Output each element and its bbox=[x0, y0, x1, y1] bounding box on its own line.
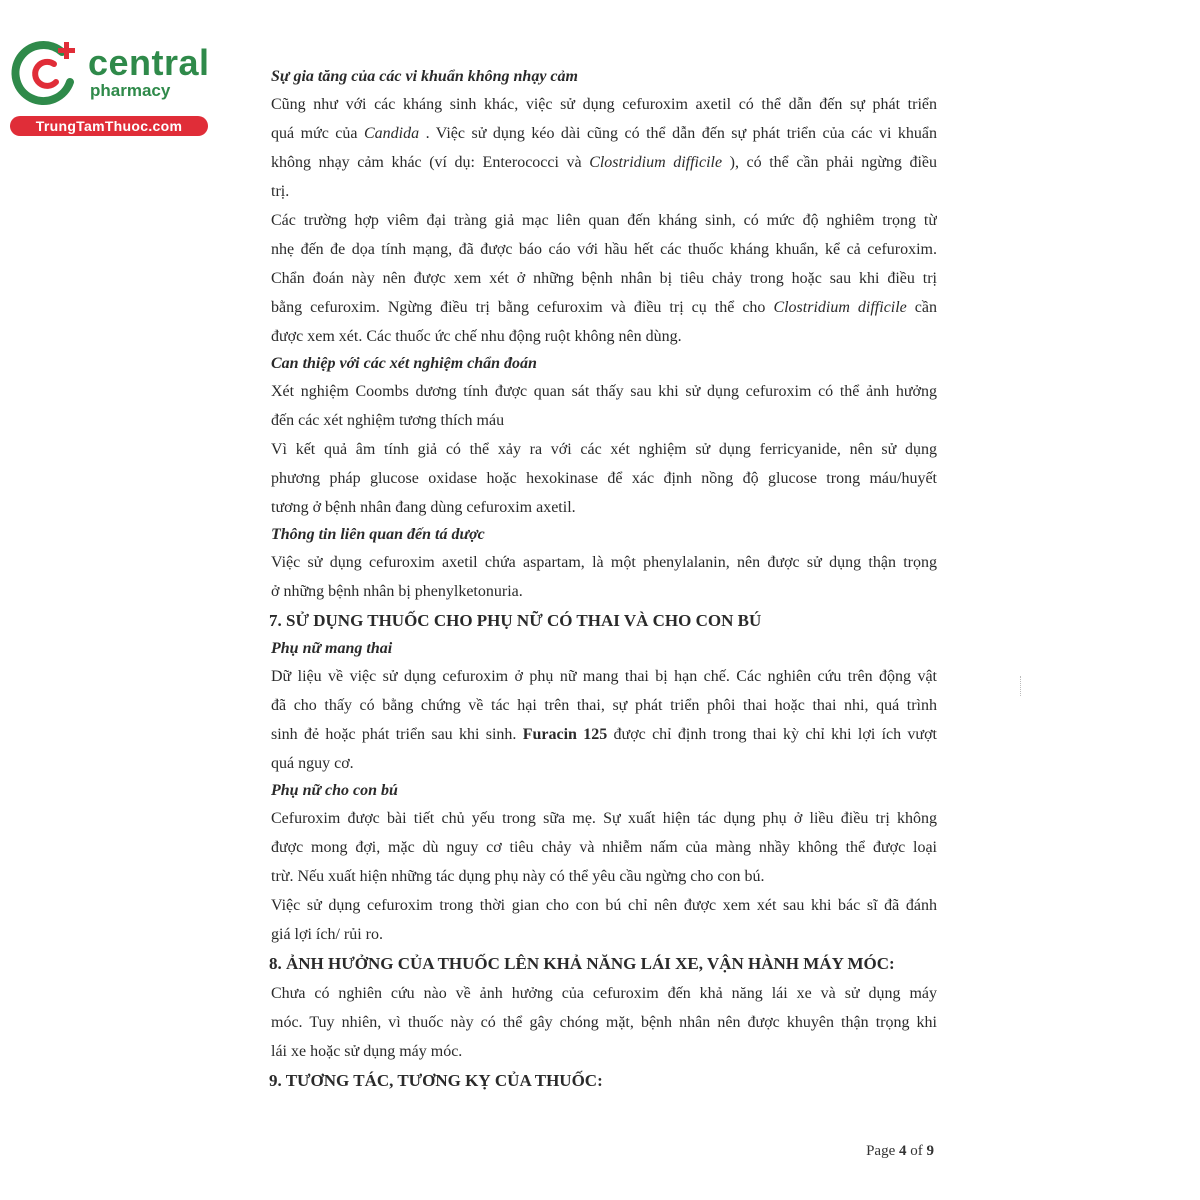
paragraph-line: trị. bbox=[271, 183, 290, 200]
paragraph-line: sinh đẻ hoặc phát triển sau khi sinh. Furacin 125 được chỉ định trong thai kỳ chỉ khi lợi ích vượt bbox=[271, 726, 937, 743]
paragraph-line: Vì kết quả âm tính giả có thể xảy ra với các xét nghiệm sử dụng ferricyanide, nên sử dụng bbox=[271, 441, 937, 458]
product-name: Furacin 125 bbox=[522, 726, 608, 743]
paragraph-line: Xét nghiệm Coombs dương tính được quan sát thấy sau khi sử dụng cefuroxim có thể ảnh hưởng bbox=[271, 383, 937, 400]
italic-term: Clostridium difficile bbox=[589, 154, 723, 171]
logo-wordmark bbox=[88, 44, 210, 100]
paragraph-line: bằng cefuroxim. Ngừng điều trị bằng cefuroxim và điều trị cụ thể cho Clostridium difficile cần bbox=[271, 299, 937, 316]
paragraph-line: lái xe hoặc sử dụng máy móc. bbox=[271, 1043, 463, 1060]
pharmacy-cross-logo-icon bbox=[10, 38, 80, 108]
central-pharmacy-logo bbox=[10, 38, 215, 138]
heading-diagnostic-interference: Can thiệp với các xét nghiệm chẩn đoán bbox=[271, 355, 537, 372]
paragraph-line: Dữ liệu về việc sử dụng cefuroxim ở phụ nữ mang thai bị hạn chế. Các nghiên cứu trên động vật bbox=[271, 668, 937, 685]
paragraph-line: đã cho thấy có bằng chứng về tác hại trên thai, sự phát triển phôi thai hoặc thai nhi, quá trình bbox=[271, 697, 937, 714]
document-body bbox=[271, 64, 937, 1096]
italic-term: Candida bbox=[363, 125, 420, 142]
scan-artifact bbox=[1020, 676, 1023, 696]
paragraph-line: quá nguy cơ. bbox=[271, 755, 354, 772]
subheading-pregnancy: Phụ nữ mang thai bbox=[271, 640, 393, 657]
paragraph-line: Việc sử dụng cefuroxim axetil chứa aspartam, là một phenylalanin, nên được sử dụng thận trọng bbox=[271, 554, 937, 571]
logo-brand: central bbox=[88, 42, 210, 83]
paragraph-line: giá lợi ích/ rủi ro. bbox=[271, 926, 383, 943]
paragraph-line: Chưa có nghiên cứu nào về ảnh hưởng của cefuroxim đến khả năng lái xe và sử dụng máy bbox=[271, 985, 937, 1002]
paragraph-line: không nhạy cảm khác (ví dụ: Enterococci và Clostridium difficile ), có thể cần phải ngừng điều bbox=[271, 154, 937, 171]
logo-sub: pharmacy bbox=[90, 81, 171, 100]
paragraph-line: tương ở bệnh nhân đang dùng cefuroxim axetil. bbox=[271, 499, 576, 516]
subheading-breastfeeding: Phụ nữ cho con bú bbox=[271, 782, 398, 799]
paragraph-line: Cefuroxim được bài tiết chủ yếu trong sữa mẹ. Sự xuất hiện tác dụng phụ ở liều điều trị không bbox=[271, 810, 937, 827]
italic-term: Clostridium difficile bbox=[773, 299, 907, 316]
section-heading-7: 7. SỬ DỤNG THUỐC CHO PHỤ NỮ CÓ THAI VÀ CHO CON BÚ bbox=[269, 611, 762, 630]
paragraph-line: ở những bệnh nhân bị phenylketonuria. bbox=[271, 583, 523, 600]
logo-url-badge: TrungTamThuoc.com bbox=[10, 116, 208, 136]
paragraph-line: được mong đợi, mặc dù nguy cơ tiêu chảy và nhiễm nấm của màng nhầy không thể được loại bbox=[271, 839, 937, 856]
paragraph-line: quá mức của Candida . Việc sử dụng kéo dài cũng có thể dẫn đến sự phát triển của các vi khuẩn bbox=[271, 125, 937, 142]
paragraph-line: đến các xét nghiệm tương thích máu bbox=[271, 412, 505, 429]
section-heading-8: 8. ẢNH HƯỞNG CỦA THUỐC LÊN KHẢ NĂNG LÁI XE, VẬN HÀNH MÁY MÓC: bbox=[269, 954, 895, 973]
paragraph-line: Cũng như với các kháng sinh khác, việc sử dụng cefuroxim axetil có thể dẫn đến sự phát triển bbox=[271, 96, 937, 113]
paragraph-line: móc. Tuy nhiên, vì thuốc này có thể gây chóng mặt, bệnh nhân nên được khuyên thận trọng khi bbox=[271, 1014, 937, 1031]
paragraph-line: nhẹ đến đe dọa tính mạng, đã được báo cáo với hầu hết các thuốc kháng khuẩn, kể cả cefuroxim. bbox=[271, 241, 937, 258]
paragraph-line: được xem xét. Các thuốc ức chế nhu động ruột không nên dùng. bbox=[271, 328, 682, 345]
heading-nonsusceptible: Sự gia tăng của các vi khuẩn không nhạy cảm bbox=[271, 68, 578, 85]
page-number: Page 4 of 9 bbox=[866, 1143, 934, 1159]
section-heading-9: 9. TƯƠNG TÁC, TƯƠNG KỴ CỦA THUỐC: bbox=[269, 1071, 603, 1090]
paragraph-line: phương pháp glucose oxidase hoặc hexokinase để xác định nồng độ glucose trong máu/huyết bbox=[271, 470, 937, 487]
paragraph-line: Các trường hợp viêm đại tràng giả mạc liên quan đến kháng sinh, có mức độ nghiêm trọng từ bbox=[271, 212, 937, 229]
paragraph-line: trừ. Nếu xuất hiện những tác dụng phụ này có thể yêu cầu ngừng cho con bú. bbox=[271, 868, 765, 885]
heading-excipients: Thông tin liên quan đến tá dược bbox=[271, 526, 485, 543]
paragraph-line: Việc sử dụng cefuroxim trong thời gian cho con bú chỉ nên được xem xét sau khi bác sĩ đã đánh bbox=[271, 897, 937, 914]
paragraph-line: Chẩn đoán này nên được xem xét ở những bệnh nhân bị tiêu chảy trong hoặc sau khi điều trị bbox=[271, 270, 937, 287]
